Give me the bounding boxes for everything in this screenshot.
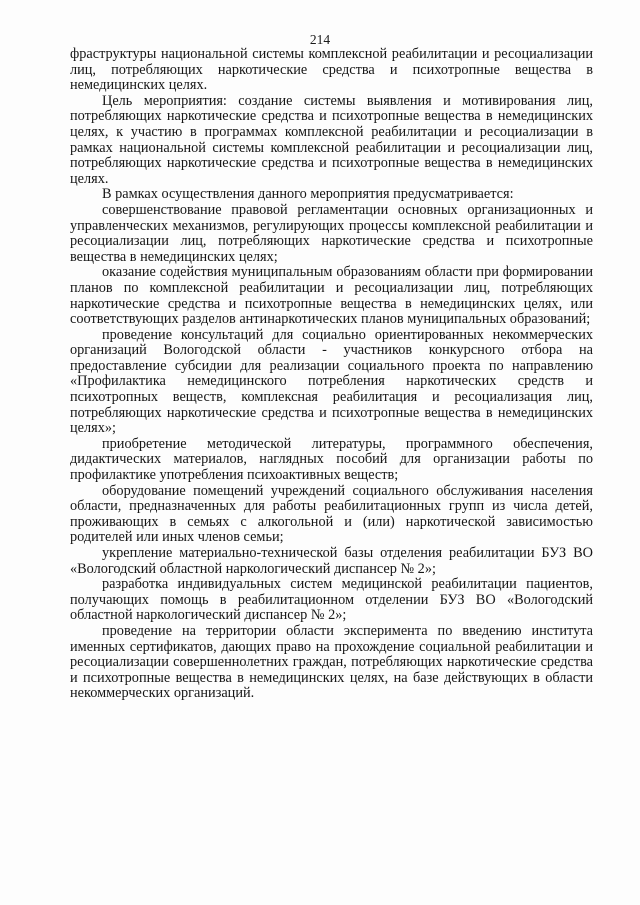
paragraph-item-municipal-support: оказание содействия муниципальным образованиям области при формировании планов по комплексной реабилитации и ресоциализации лиц, потребляющих наркотические средства и психотропные вещества в немедицинских целях, или соответствующих разделов антинаркотических планов муниципальных образований;: [70, 264, 593, 328]
paragraph-intro: В рамках осуществления данного мероприятия предусматривается:: [102, 186, 514, 203]
paragraph-item-certificates: проведение на территории области эксперимента по введению института именных сертификатов, дающих право на прохождение социальной реабилитации и ресоциализации совершеннолетних граждан, потребляющих наркотические средства и психотропные вещества в немедицинских целях, на базе действующих в области некоммерческих организаций.: [70, 622, 593, 702]
paragraph-continuation: фраструктуры национальной системы комплексной реабилитации и ресоциализации лиц, потребляющих наркотические средства и психотропные вещества в немедицинских целях.: [70, 46, 593, 94]
paragraph-item-literature: приобретение методической литературы, программного обеспечения, дидактических материалов, наглядных пособий для организации работы по профилактике употребления психоактивных веществ;: [70, 435, 593, 484]
paragraph-item-equipment: оборудование помещений учреждений социального обслуживания населения области, предназначенных для работы реабилитационных групп из числа детей, проживающих в семьях с алкогольной и (или) наркотической зависимостью родителей или иных членов семьи;: [70, 482, 593, 546]
body-text: [70, 47, 593, 702]
paragraph-item-regulation: совершенствование правовой регламентации основных организационных и управленческих механизмов, регулирующих процессы комплексной реабилитации и ресоциализации лиц, потребляющих наркотические средства и психотропные вещества в немедицинских целях;: [70, 201, 593, 265]
paragraph-item-material-base: укрепление материально-технической базы отделения реабилитации БУЗ ВО «Вологодский областной наркологический диспансер № 2»;: [70, 545, 593, 577]
paragraph-goal: Цель мероприятия: создание системы выявления и мотивирования лиц, потребляющих наркотические средства и психотропные вещества в немедицинских целях, к участию в программах комплексной реабилитации и ресоциализации в рамках национальной системы комплексной реабилитации и ресоциализации лиц, потребляющих наркотические средства и психотропные вещества в немедицинских целях.: [70, 92, 593, 187]
page-number: 214: [309, 32, 331, 47]
paragraph-item-medical-rehab: разработка индивидуальных систем медицинской реабилитации пациентов, получающих помощь в реабилитационном отделении БУЗ ВО «Вологодский областной наркологический диспансер № 2»;: [70, 576, 593, 624]
paragraph-item-consultations: проведение консультаций для социально ориентированных некоммерческих организаций Вологодской области - участников конкурсного отбора на предоставление субсидии для реализации социального проекта по направлению «Профилактика немедицинского потребления наркотических средств и психотропных веществ, комплексная реабилитация и ресоциализация лиц, потребляющих наркотические средства и психотропные вещества в немедицинских целях»;: [70, 326, 593, 437]
